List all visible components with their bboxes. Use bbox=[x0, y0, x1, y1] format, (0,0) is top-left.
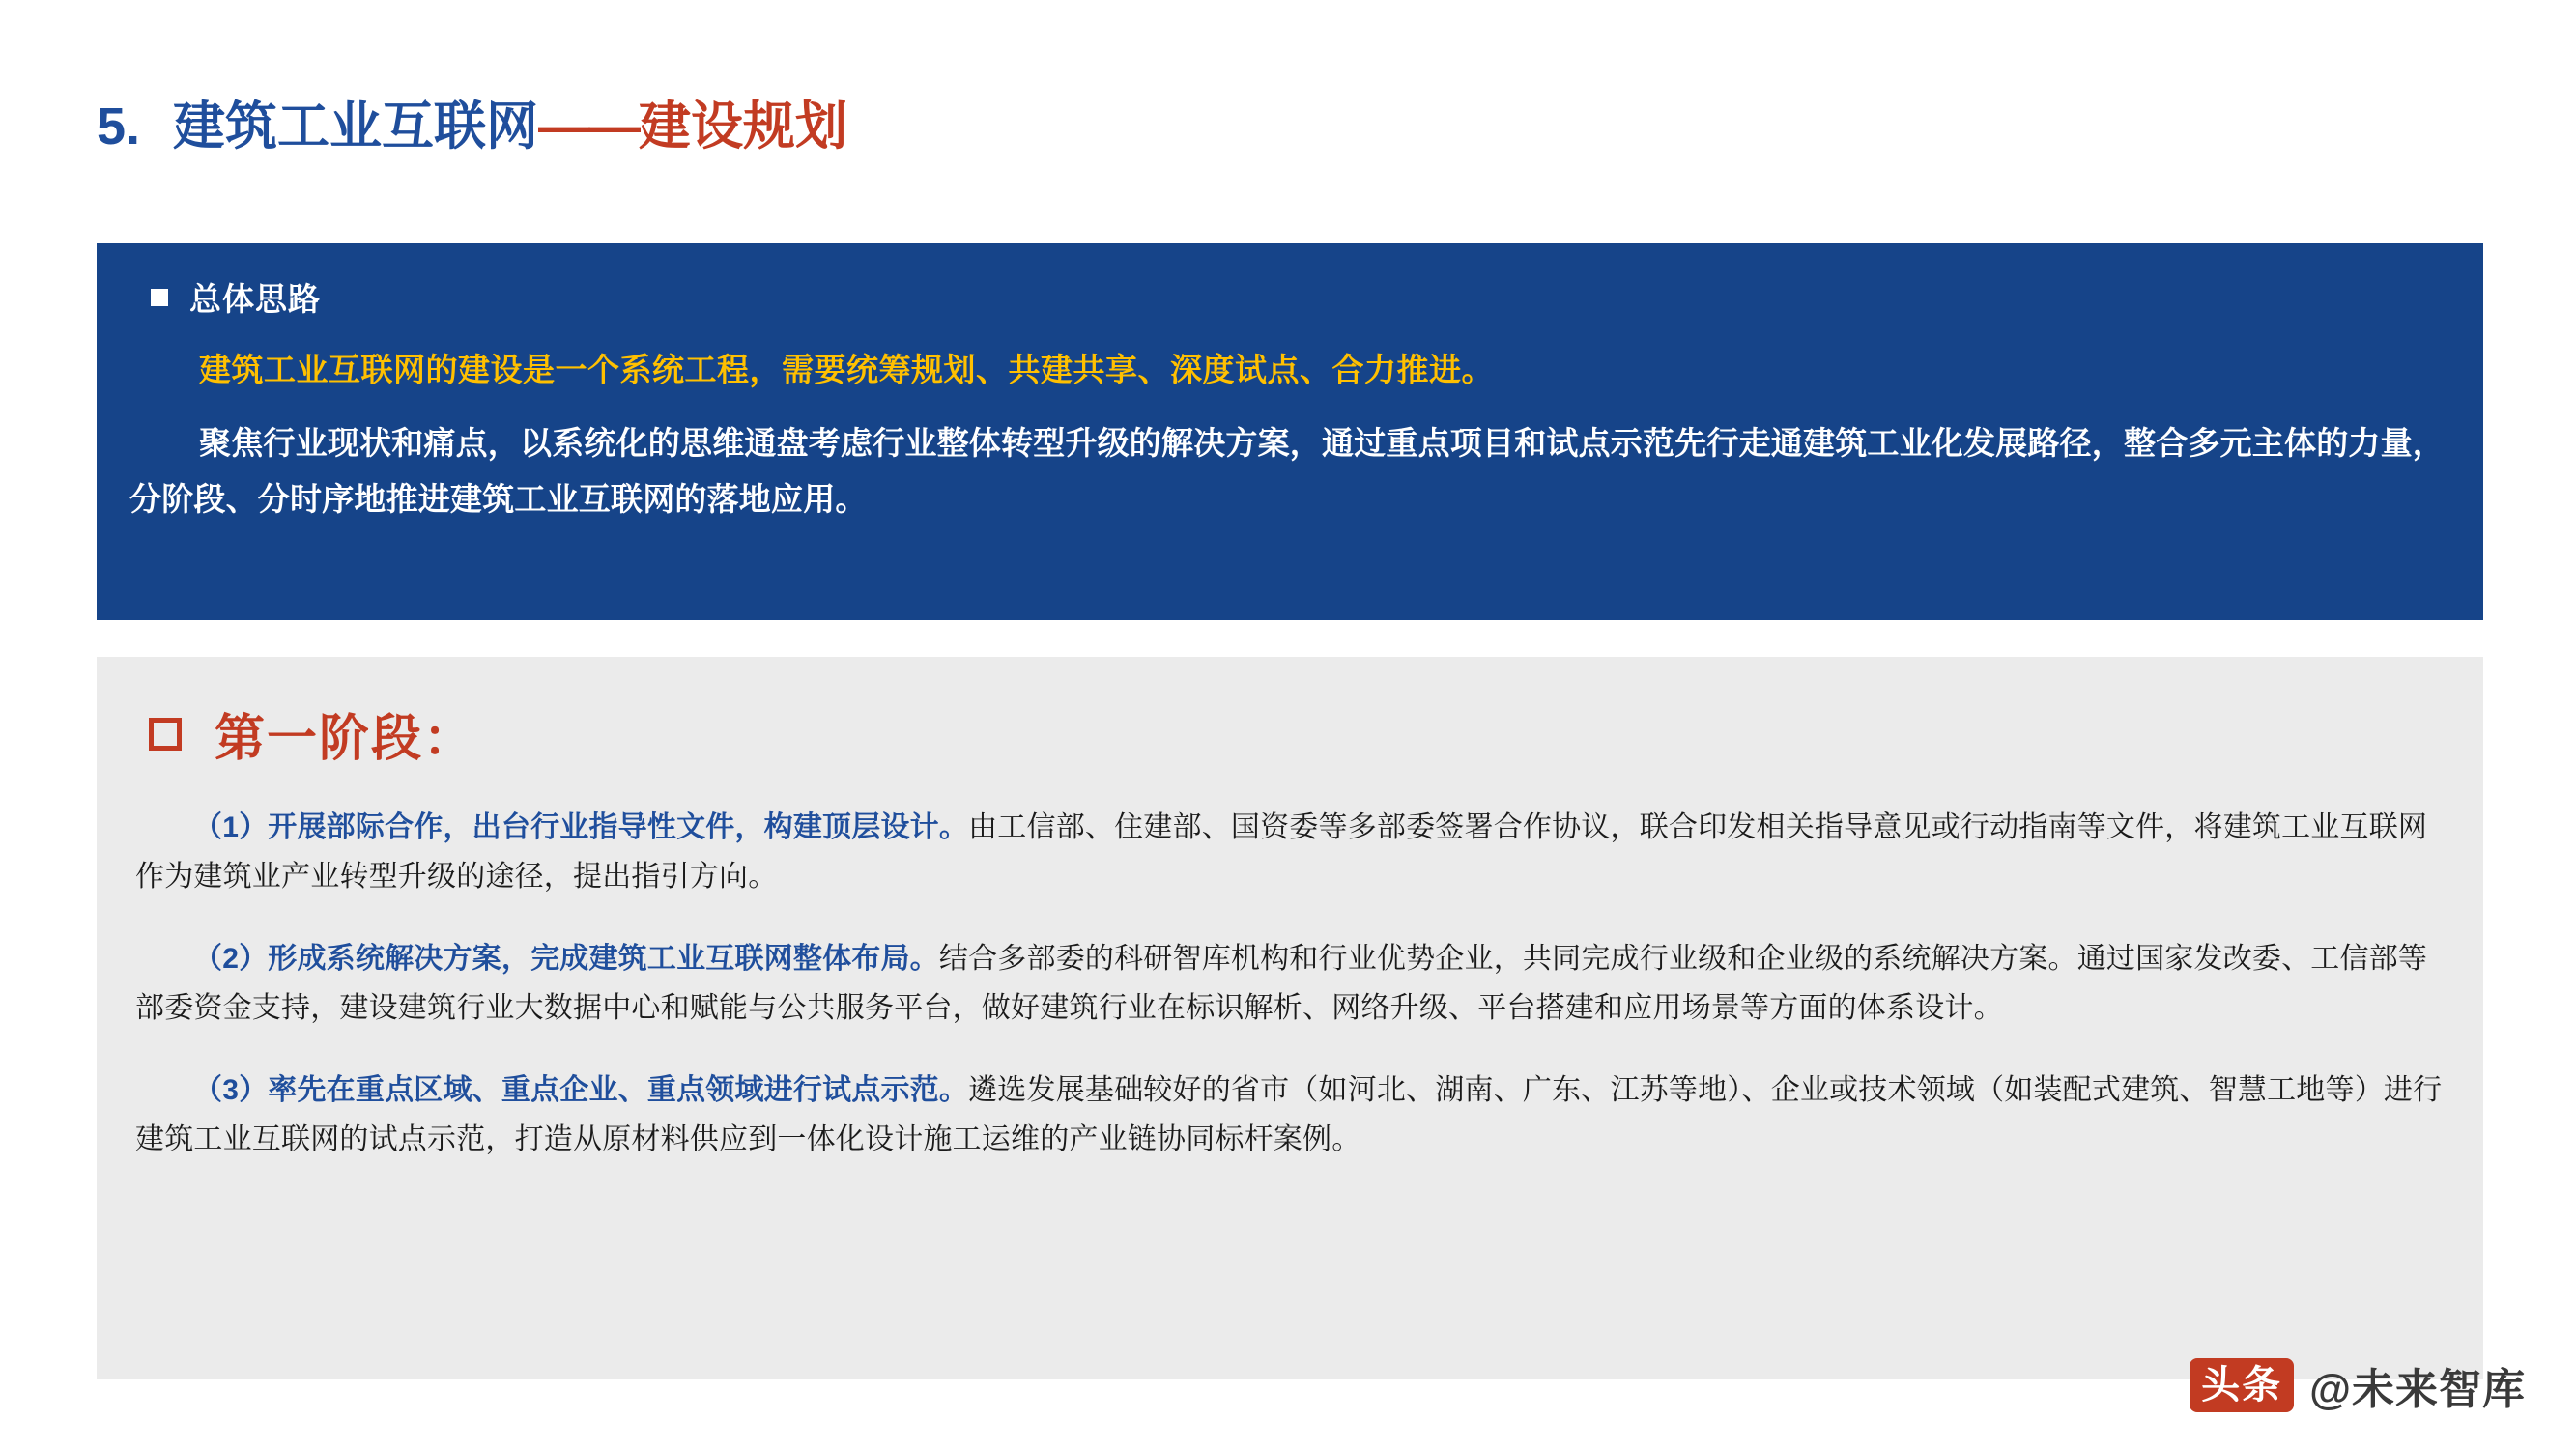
title-sub-text: 建设规划 bbox=[639, 98, 848, 156]
stage-item bbox=[135, 934, 2445, 1033]
toutiao-logo-icon: 头条 bbox=[2190, 1358, 2294, 1412]
overview-heading-row bbox=[129, 274, 2450, 320]
stage-item-lead: （3）率先在重点区域、重点企业、重点领域进行试点示范。 bbox=[193, 1074, 969, 1106]
hollow-square-icon bbox=[149, 718, 182, 751]
overview-panel bbox=[97, 243, 2483, 620]
overview-highlight: 建筑工业互联网的建设是一个系统工程，需要统筹规划、共建共享、深度试点、合力推进。 bbox=[199, 352, 1494, 387]
title-dash: —— bbox=[538, 98, 640, 156]
overview-heading: 总体思路 bbox=[189, 281, 321, 317]
watermark-text: @未来智库 bbox=[2309, 1366, 2526, 1413]
stage-item bbox=[135, 803, 2445, 901]
title-main-text: 建筑工业互联网 bbox=[173, 98, 539, 156]
square-bullet-icon bbox=[151, 289, 168, 306]
stage-item-text: 遴选发展基础较好的省市（如河北、湖南、广东、江苏等地）、企业或技术领域（如装配式建筑、智慧工地等）进行建筑工业互联网的试点示范，打造从原材料供应到一体化设计施工运维的产业链协同标杆案例。 bbox=[135, 1074, 2443, 1155]
title-number: 5. bbox=[97, 98, 141, 156]
stage-heading-row bbox=[149, 697, 2445, 770]
watermark bbox=[2190, 1354, 2526, 1416]
stage-item-lead: （1）开展部际合作，出台行业指导性文件，构建顶层设计。 bbox=[193, 811, 969, 843]
stage-item-text: 由工信部、住建部、国资委等多部委签署合作协议，联合印发相关指导意见或行动指南等文件，将建筑工业互联网作为建筑业产业转型升级的途径，提出指引方向。 bbox=[135, 811, 2428, 893]
page-title bbox=[97, 85, 847, 159]
stage-item bbox=[135, 1065, 2445, 1164]
stage-title: 第一阶段： bbox=[215, 711, 476, 767]
stage-item-text: 结合多部委的科研智库机构和行业优势企业，共同完成行业级和企业级的系统解决方案。通过国家发改委、工信部等部委资金支持，建设建筑行业大数据中心和赋能与公共服务平台，做好建筑行业在标识解析、网络升级、平台搭建和应用场景等方面的体系设计。 bbox=[135, 943, 2428, 1024]
stage-item-lead: （2）形成系统解决方案，完成建筑工业互联网整体布局。 bbox=[193, 943, 939, 975]
stage-panel bbox=[97, 657, 2483, 1379]
overview-body: 聚焦行业现状和痛点，以系统化的思维通盘考虑行业整体转型升级的解决方案，通过重点项目和试点示范先行走通建筑工业化发展路径，整合多元主体的力量，分阶段、分时序地推进建筑工业互联网的落地应用。 bbox=[129, 425, 2445, 517]
